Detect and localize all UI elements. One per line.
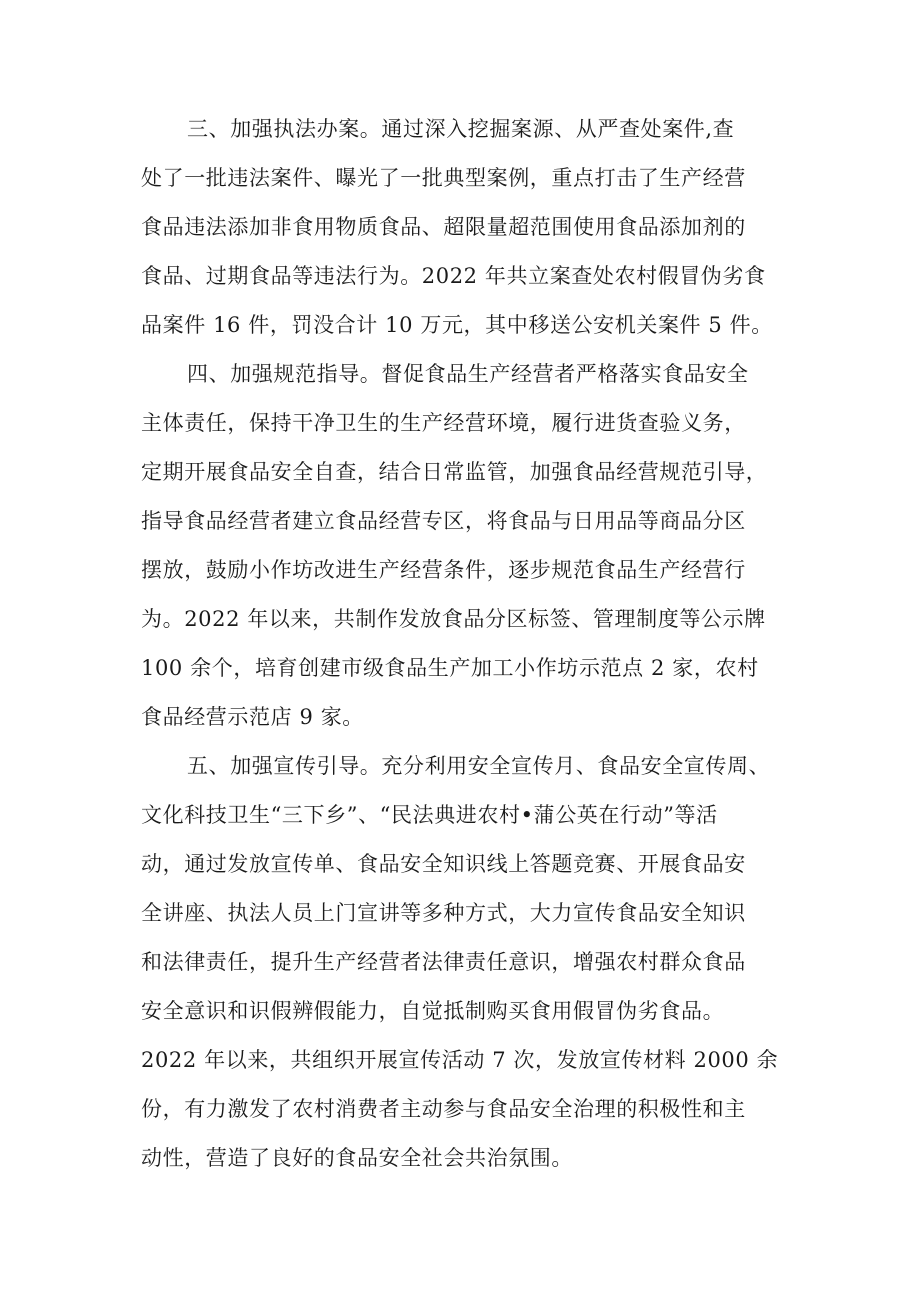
paragraph-5-line-5: 和法律责任，提升生产经营者法律责任意识，增强农村群众食品 [141,950,746,974]
paragraph-5-line-4: 全讲座、执法人员上门宣讲等多种方式，大力宣传食品安全知识 [141,901,746,925]
paragraph-3-line-1: 三、加强执法办案。通过深入挖掘案源、从严查处案件,查 [187,117,735,141]
paragraph-5-line-6: 安全意识和识假辨假能力，自觉抵制购买食用假冒伪劣食品。 [141,999,725,1023]
paragraph-4-line-4: 指导食品经营者建立食品经营专区，将食品与日用品等商品分区 [141,509,746,533]
paragraph-5-line-9: 动性，营造了良好的食品安全社会共治氛围。 [141,1146,573,1170]
paragraph-4-line-7: 100 余个，培育创建市级食品生产加工小作坊示范点 2 家，农村 [141,656,759,680]
paragraph-5-line-7: 2022 年以来，共组织开展宣传活动 7 次，发放宣传材料 2000 余 [141,1048,779,1072]
paragraph-5-line-8: 份，有力激发了农村消费者主动参与食品安全治理的积极性和主 [141,1097,746,1121]
paragraph-4-line-8: 食品经营示范店 9 家。 [141,705,364,729]
paragraph-5-line-3: 动，通过发放宣传单、食品安全知识线上答题竞赛、开展食品安 [141,852,746,876]
paragraph-3-line-3: 食品违法添加非食用物质食品、超限量超范围使用食品添加剂的 [141,215,746,239]
paragraph-5-line-1: 五、加强宣传引导。充分利用安全宣传月、食品安全宣传周、 [187,754,771,778]
paragraph-3-line-2: 处了一批违法案件、曝光了一批典型案例，重点打击了生产经营 [141,166,746,190]
paragraph-4-line-1: 四、加强规范指导。督促食品生产经营者严格落实食品安全 [187,362,749,386]
paragraph-4-line-6: 为。2022 年以来，共制作发放食品分区标签、管理制度等公示牌 [141,607,766,631]
paragraph-4-line-3: 定期开展食品安全自查，结合日常监管，加强食品经营规范引导， [141,460,768,484]
paragraph-4-line-5: 摆放，鼓励小作坊改进生产经营条件，逐步规范食品生产经营行 [141,558,746,582]
paragraph-3-line-5: 品案件 16 件，罚没合计 10 万元，其中移送公安机关案件 5 件。 [141,313,773,337]
paragraph-4-line-2: 主体责任，保持干净卫生的生产经营环境，履行进货查验义务， [141,411,746,435]
paragraph-5-line-2: 文化科技卫生“三下乡”、“民法典进农村•蒲公英在行动”等活 [141,803,718,827]
paragraph-3-line-4: 食品、过期食品等违法行为。2022 年共立案查处农村假冒伪劣食 [141,264,766,288]
